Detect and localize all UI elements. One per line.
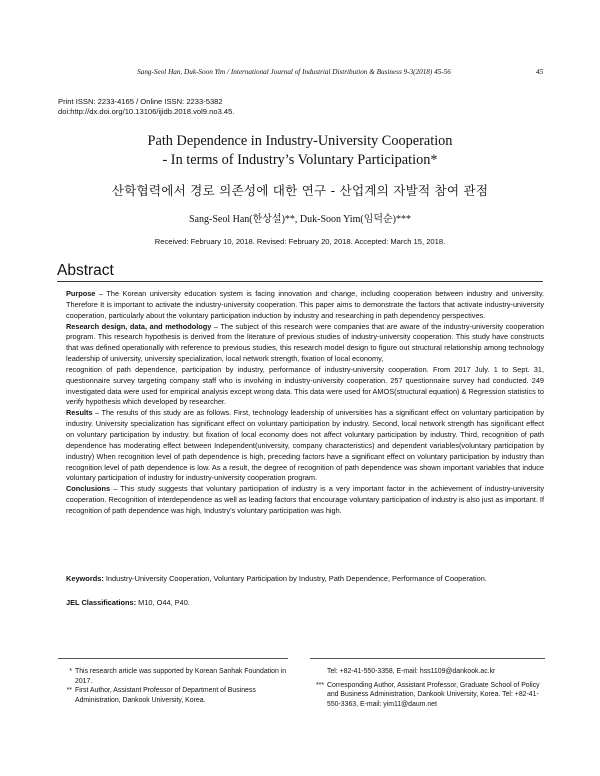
abstract-design [66,322,544,365]
results-label: Results [66,408,93,418]
title-line-1: Path Dependence in Industry-University Cooperation [147,133,453,149]
design-text: – The subject of this research were companies that are aware of the industry-university cooperation program. This research hypothesis is derived from the literature of previous studies of industry-university cooperation. This study have constructs that was defined operationally with reference to previous studies, this research model design to figure out structural relationship among technology leadership of university, university specialization, local network strength, fixation of local economy, [66,321,545,364]
title-line-2: - In terms of Industry’s Voluntary Participation* [162,152,438,168]
footnote-divider-right [310,658,545,659]
korean-title: 산학협력에서 경로 의존성에 대한 연구 - 산업계의 자발적 참여 관점 [111,183,489,198]
abstract-results [66,408,544,484]
footnote-text: Tel: +82-41-550-3358, E-mail: hss1109@dankook.ac.kr [327,668,496,675]
abstract-design-continued: recognition of path dependence, participation by industry, performance of industry-university cooperation. From 2017 July. 1 to Sept. 31, questionnaire survey targeting company staff who is involving in industry-university cooperation. 257 questionnaire survey had conducted. 249 investigated data were used for empirical analysis except wrong data. This data were used for AMOS(structural equation) & Regression statistics to verify hypothesis which developed by researcher. [66,364,544,407]
jel-text: M10, O44, P40. [136,598,190,607]
purpose-text: – The Korean university education system is facing innovation and change, including cooperation between industry and university. Therefore It is important to activate the industry-university cooperation. This paper aims to demonstrate the factors that activate industry-university cooperation, particularly about the voluntary participation induction by industry and researching in path dependency perspectives. [66,289,544,320]
footnote-divider-left [58,658,288,659]
footnote-mark: *** [315,681,324,689]
jel-label: JEL Classifications: [66,598,137,607]
design-label: Research design, data, and methodology [66,321,212,331]
keywords [66,574,546,583]
page-number: 45 [536,68,544,76]
abstract-conclusions [66,484,544,517]
abstract-purpose [66,289,544,322]
received-dates: Received: February 10, 2018. Revised: February 20, 2018. Accepted: March 15, 2018. [154,237,446,246]
footnote-mark: ** [66,687,72,695]
footnote-text: This research article was supported by Korean Sanhak Foundation in 2017. [75,668,287,685]
abstract-divider [57,281,543,282]
results-text: – The results of this study are as follows. First, technology leadership of universities has a significant effect on voluntary participation by industry. University specialization has significant effect on voluntary participation by industry. Second, local network strength has significant effect on voluntary participation by industry. but fixation of local economy does not affect voluntary participation by industry. Third, recognition of path dependence has moderating effect between Independent(university, company characteristics) and dependent variables(voluntary participation by industry) When recognition level of path dependence is high, preceding factors have a significant effect on voluntary participation by industry than recognition level of path dependence is low. As a result, the degree of recognition of path dependence was shown important variables that induce voluntary participation of industry for industry-university cooperation program. [66,408,544,483]
purpose-label: Purpose [66,289,96,298]
footnote-continued [310,667,550,677]
authors: Sang-Seol Han(한상설)**, Duk-Soon Yim(임덕순)*** [188,214,412,225]
keywords-label: Keywords: [66,574,104,583]
footnote-text: First Author, Assistant Professor of Department of Business Administration, Dankook University, Korea. [75,687,256,704]
keywords-text: Industry-University Cooperation, Voluntary Participation by Industry, Path Dependence, Performance of Cooperation. [103,574,487,583]
abstract-heading: Abstract [57,262,114,279]
footnote-text: Corresponding Author, Assistant Professor, Graduate School of Policy and Business Administration, Dankook University, Korea. Tel: +82-41-550-3363, E-mail: yim11@daum.net [327,681,540,708]
footnote [310,681,550,710]
conclusions-label: Conclusions [66,484,111,494]
footnote-mark: * [69,668,72,675]
abstract-body [66,289,544,517]
doi-link[interactable]: doi:http://dx.doi.org/10.13106/ijidb.2018.vol9.no3.45. [58,107,235,116]
footnote [58,686,288,705]
issn-line: Print ISSN: 2233-4165 / Online ISSN: 2233-5382 [58,97,223,106]
conclusions-text: – This study suggests that voluntary participation of industry is a very important factor in the achievement of industry-university cooperation. Recognition of interdependence as well as leading factors that encourage voluntary participation of industry is also just as important. If recognition of path dependence was high, Industry's voluntary participation was high. [66,484,544,515]
paper-title [0,132,600,170]
issn-block [58,97,234,117]
footnotes-left [58,667,288,705]
jel-classifications [66,598,190,607]
footnotes-right [310,667,550,709]
footnote [58,667,288,686]
running-head-text: Sang-Seol Han, Duk-Soon Yim / International Journal of Industrial Distribution & Business 9-3(2018) 45-56 [137,68,451,76]
